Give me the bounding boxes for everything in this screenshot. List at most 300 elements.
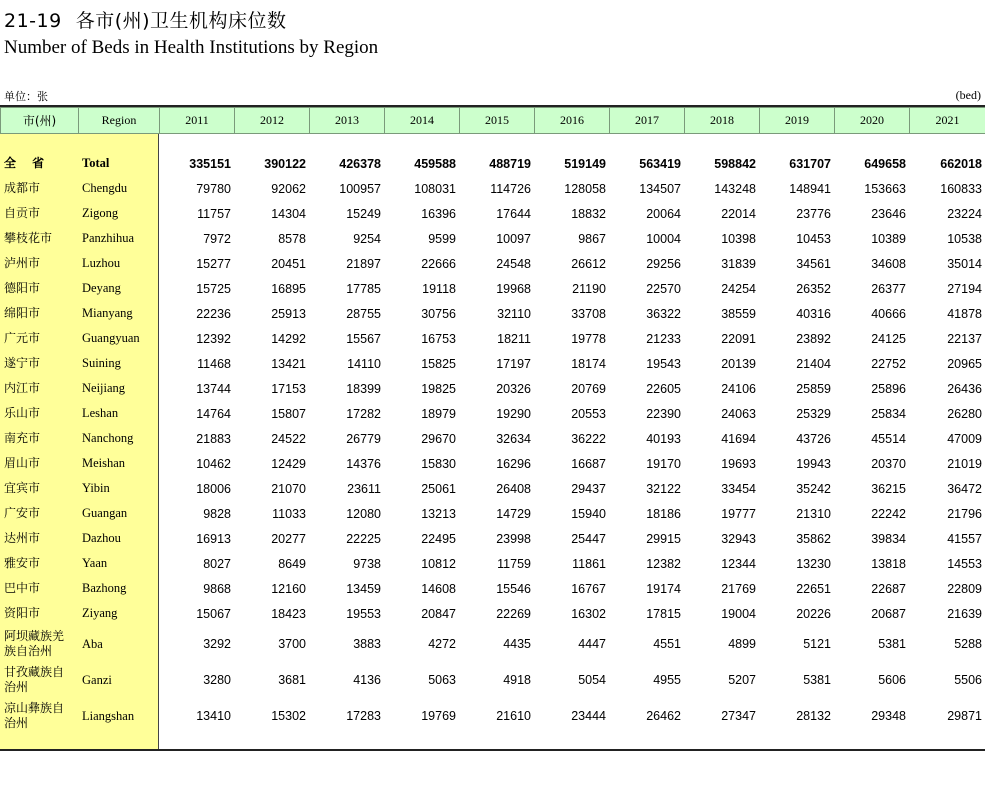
- bed-count-cell: 488719: [489, 156, 531, 171]
- bed-count-cell: 45514: [871, 431, 906, 446]
- bed-count-cell: 26612: [571, 256, 606, 271]
- bed-count-cell: 21404: [796, 356, 831, 371]
- header-region-cn: 市(州): [1, 108, 79, 134]
- bed-count-cell: 20553: [571, 406, 606, 421]
- bed-count-cell: 563419: [639, 156, 681, 171]
- region-name-en: Panzhihua: [82, 231, 135, 245]
- unit-cn: 单位：张: [4, 90, 48, 103]
- bed-count-cell: 9867: [578, 231, 606, 246]
- region-name-en: Guangyuan: [82, 331, 140, 345]
- bed-count-cell: 22651: [796, 581, 831, 596]
- region-name-en: Suining: [82, 356, 121, 370]
- bed-count-cell: 35014: [947, 256, 982, 271]
- region-name-en: Mianyang: [82, 306, 133, 320]
- bed-count-cell: 16396: [421, 206, 456, 221]
- bed-count-cell: 25834: [871, 406, 906, 421]
- table-row: [0, 251, 985, 276]
- bed-count-cell: 23646: [871, 206, 906, 221]
- bed-count-cell: 11033: [272, 506, 306, 521]
- header-year: 2015: [460, 108, 535, 134]
- table-row: [0, 626, 985, 662]
- header-year: 2011: [160, 108, 235, 134]
- region-name-cn: 阿坝藏族羌族自治州: [4, 629, 65, 658]
- bed-count-cell: 40316: [796, 306, 831, 321]
- region-name-en: Ziyang: [82, 606, 118, 620]
- bed-count-cell: 17197: [496, 356, 531, 371]
- bed-count-cell: 24063: [721, 406, 756, 421]
- table-row: [0, 401, 985, 426]
- bed-count-cell: 39834: [871, 531, 906, 546]
- bed-count-cell: 15725: [196, 281, 231, 296]
- region-name-en: Yaan: [82, 556, 108, 570]
- bed-count-cell: 92062: [271, 181, 306, 196]
- bed-count-cell: 22570: [646, 281, 681, 296]
- bed-count-cell: 32122: [646, 481, 681, 496]
- data-table: [0, 151, 985, 734]
- bed-count-cell: 19290: [496, 406, 531, 421]
- bed-count-cell: 3700: [278, 637, 306, 651]
- bed-count-cell: 16753: [421, 331, 456, 346]
- bed-count-cell: 12160: [271, 581, 306, 596]
- bed-count-cell: 19778: [571, 331, 606, 346]
- bed-count-cell: 9738: [353, 556, 381, 571]
- bed-count-cell: 20226: [796, 606, 831, 621]
- bed-count-cell: 13459: [346, 581, 381, 596]
- bed-count-cell: 20370: [871, 456, 906, 471]
- bed-count-cell: 15830: [421, 456, 456, 471]
- table-number: 21-19: [4, 10, 62, 32]
- bed-count-cell: 34608: [871, 256, 906, 271]
- bed-count-cell: 13213: [421, 506, 456, 521]
- bed-count-cell: 15940: [571, 506, 606, 521]
- region-name-cn: 宜宾市: [4, 481, 41, 495]
- bed-count-cell: 27194: [947, 281, 982, 296]
- bed-count-cell: 649658: [864, 156, 906, 171]
- bed-count-cell: 40666: [871, 306, 906, 321]
- bed-count-cell: 19118: [422, 281, 456, 296]
- bed-count-cell: 9868: [203, 581, 231, 596]
- bed-count-cell: 14304: [271, 206, 306, 221]
- bed-count-cell: 9599: [428, 231, 456, 246]
- bed-count-cell: 23224: [947, 206, 982, 221]
- bed-count-cell: 32110: [497, 306, 531, 321]
- bed-count-cell: 17785: [346, 281, 381, 296]
- region-name-en: Yibin: [82, 481, 110, 495]
- bed-count-cell: 25447: [571, 531, 606, 546]
- region-name-en: Nanchong: [82, 431, 134, 445]
- bed-count-cell: 21190: [572, 281, 606, 296]
- bed-count-cell: 24254: [721, 281, 756, 296]
- bed-count-cell: 10004: [646, 231, 681, 246]
- bed-count-cell: 21610: [496, 709, 531, 723]
- bed-count-cell: 3681: [278, 673, 306, 687]
- bed-count-cell: 25061: [421, 481, 456, 496]
- bed-count-cell: 16296: [496, 456, 531, 471]
- bed-count-cell: 21883: [196, 431, 231, 446]
- region-name-cn: 巴中市: [4, 581, 41, 595]
- region-name-cn: 甘孜藏族自治州: [4, 665, 65, 694]
- bed-count-cell: 29256: [646, 256, 681, 271]
- region-name-en: Aba: [82, 636, 103, 651]
- bed-count-cell: 24522: [271, 431, 306, 446]
- bed-count-cell: 3292: [203, 637, 231, 651]
- bed-count-cell: 8578: [278, 231, 306, 246]
- bed-count-cell: 134507: [639, 181, 681, 196]
- bed-count-cell: 11757: [197, 206, 231, 221]
- bed-count-cell: 36472: [947, 481, 982, 496]
- bed-count-cell: 22809: [947, 581, 982, 596]
- bed-count-cell: 22225: [346, 531, 381, 546]
- bed-count-cell: 22752: [871, 356, 906, 371]
- bed-count-cell: 5207: [728, 673, 756, 687]
- bed-count-cell: 14376: [346, 456, 381, 471]
- column-header: [0, 107, 985, 134]
- bed-count-cell: 21639: [947, 606, 982, 621]
- table-row: [0, 501, 985, 526]
- region-name-cn: 绵阳市: [4, 306, 41, 320]
- region-name-cn: 资阳市: [4, 606, 41, 620]
- bed-count-cell: 21796: [947, 506, 982, 521]
- bed-count-cell: 25896: [871, 381, 906, 396]
- bed-count-cell: 20139: [721, 356, 756, 371]
- bed-count-cell: 16687: [571, 456, 606, 471]
- bed-count-cell: 19004: [721, 606, 756, 621]
- bed-count-cell: 14764: [196, 406, 231, 421]
- bed-count-cell: 13744: [196, 381, 231, 396]
- bed-count-cell: 143248: [714, 181, 756, 196]
- bed-count-cell: 25329: [796, 406, 831, 421]
- bed-count-cell: 662018: [940, 156, 982, 171]
- bed-count-cell: 40193: [646, 431, 681, 446]
- bed-count-cell: 5381: [878, 637, 906, 651]
- bed-count-cell: 26779: [346, 431, 381, 446]
- table-row: [0, 476, 985, 501]
- total-row: [0, 151, 985, 176]
- bed-count-cell: 5288: [954, 637, 982, 651]
- bed-count-cell: 22269: [496, 606, 531, 621]
- bed-count-cell: 18174: [571, 356, 606, 371]
- bed-count-cell: 15546: [496, 581, 531, 596]
- region-name-en: Meishan: [82, 456, 126, 470]
- bed-count-cell: 30756: [421, 306, 456, 321]
- table-row: [0, 662, 985, 698]
- bed-count-cell: 13421: [271, 356, 306, 371]
- bed-count-cell: 4899: [728, 637, 756, 651]
- header-year: 2020: [835, 108, 910, 134]
- region-name-en: Zigong: [82, 206, 119, 220]
- table-row: [0, 601, 985, 626]
- bed-count-cell: 10538: [947, 231, 982, 246]
- region-name-en: Liangshan: [82, 708, 135, 723]
- bed-count-cell: 160833: [940, 181, 982, 196]
- bed-count-cell: 26462: [646, 709, 681, 723]
- bed-count-cell: 17282: [346, 406, 381, 421]
- table-row: [0, 226, 985, 251]
- bed-count-cell: 19769: [421, 709, 456, 723]
- header-region-en: Region: [79, 108, 160, 134]
- bed-count-cell: 29670: [421, 431, 456, 446]
- bed-count-cell: 19968: [496, 281, 531, 296]
- bed-count-cell: 28132: [796, 709, 831, 723]
- region-name-cn: 全 省: [4, 156, 51, 170]
- bed-count-cell: 21769: [721, 581, 756, 596]
- region-name-en: Bazhong: [82, 581, 127, 595]
- region-name-cn: 乐山市: [4, 406, 41, 420]
- bed-count-cell: 29437: [571, 481, 606, 496]
- bed-count-cell: 11861: [572, 556, 606, 571]
- region-name-cn: 广安市: [4, 506, 41, 520]
- bed-count-cell: 22242: [871, 506, 906, 521]
- bed-count-cell: 5606: [878, 673, 906, 687]
- bed-count-cell: 18399: [346, 381, 381, 396]
- bed-count-cell: 10389: [871, 231, 906, 246]
- region-name-en: Luzhou: [82, 256, 121, 270]
- header-year: 2021: [910, 108, 985, 134]
- bed-count-cell: 4136: [353, 673, 381, 687]
- bed-count-cell: 17644: [496, 206, 531, 221]
- bed-count-cell: 5054: [578, 673, 606, 687]
- region-name-cn: 自贡市: [4, 206, 41, 220]
- bed-count-cell: 10398: [721, 231, 756, 246]
- bed-count-cell: 19170: [646, 456, 681, 471]
- bed-count-cell: 5121: [803, 637, 831, 651]
- bed-count-cell: 47009: [947, 431, 982, 446]
- bed-count-cell: 5506: [954, 673, 982, 687]
- bed-count-cell: 20769: [571, 381, 606, 396]
- bed-count-cell: 8027: [203, 556, 231, 571]
- region-name-cn: 泸州市: [4, 256, 41, 270]
- bed-count-cell: 33454: [721, 481, 756, 496]
- region-name-en: Guangan: [82, 506, 128, 520]
- bed-count-cell: 390122: [264, 156, 306, 171]
- bed-count-cell: 17815: [646, 606, 681, 621]
- bed-count-cell: 35862: [796, 531, 831, 546]
- bed-count-cell: 10462: [196, 456, 231, 471]
- bed-count-cell: 148941: [789, 181, 831, 196]
- bed-count-cell: 18979: [421, 406, 456, 421]
- bed-count-cell: 14729: [496, 506, 531, 521]
- table-row: [0, 451, 985, 476]
- table-row: [0, 576, 985, 601]
- bed-count-cell: 22666: [421, 256, 456, 271]
- table-title-cn: [4, 6, 287, 33]
- bed-count-cell: 28755: [346, 306, 381, 321]
- bed-count-cell: 12382: [646, 556, 681, 571]
- bed-count-cell: 15825: [421, 356, 456, 371]
- bed-count-cell: 20687: [871, 606, 906, 621]
- bed-count-cell: 3280: [203, 673, 231, 687]
- bed-count-cell: 11468: [197, 356, 231, 371]
- bed-count-cell: 34561: [796, 256, 831, 271]
- region-name-en: Ganzi: [82, 672, 112, 687]
- bottom-rule: [0, 749, 985, 751]
- bed-count-cell: 153663: [864, 181, 906, 196]
- bed-count-cell: 43726: [796, 431, 831, 446]
- bed-count-cell: 24125: [871, 331, 906, 346]
- region-name-cn: 德阳市: [4, 281, 41, 295]
- bed-count-cell: 29871: [947, 709, 982, 723]
- bed-count-cell: 20064: [646, 206, 681, 221]
- bed-count-cell: 26377: [871, 281, 906, 296]
- table-row: [0, 201, 985, 226]
- bed-count-cell: 9254: [353, 231, 381, 246]
- title-cn-text: 各市(州)卫生机构床位数: [75, 10, 287, 32]
- bed-count-cell: 631707: [789, 156, 831, 171]
- bed-count-cell: 7972: [203, 231, 231, 246]
- bed-count-cell: 15277: [196, 256, 231, 271]
- bed-count-cell: 14553: [947, 556, 982, 571]
- bed-count-cell: 25859: [796, 381, 831, 396]
- region-name-cn: 广元市: [4, 331, 41, 345]
- bed-count-cell: 23892: [796, 331, 831, 346]
- bed-count-cell: 4955: [653, 673, 681, 687]
- bed-count-cell: 19553: [346, 606, 381, 621]
- region-name-en: Deyang: [82, 281, 121, 295]
- header-year: 2019: [760, 108, 835, 134]
- bed-count-cell: 38559: [721, 306, 756, 321]
- bed-count-cell: 36215: [871, 481, 906, 496]
- bed-count-cell: 20847: [421, 606, 456, 621]
- bed-count-cell: 32943: [721, 531, 756, 546]
- region-name-cn: 雅安市: [4, 556, 41, 570]
- bed-count-cell: 23776: [796, 206, 831, 221]
- bed-count-cell: 22091: [721, 331, 756, 346]
- bed-count-cell: 16767: [571, 581, 606, 596]
- bed-count-cell: 16895: [271, 281, 306, 296]
- table-row: [0, 326, 985, 351]
- bed-count-cell: 10812: [421, 556, 456, 571]
- bed-count-cell: 21019: [947, 456, 982, 471]
- bed-count-cell: 22236: [196, 306, 231, 321]
- bed-count-cell: 21897: [346, 256, 381, 271]
- bed-count-cell: 41557: [947, 531, 982, 546]
- table-row: [0, 426, 985, 451]
- bed-count-cell: 22605: [646, 381, 681, 396]
- header-year: 2013: [310, 108, 385, 134]
- bed-count-cell: 22495: [421, 531, 456, 546]
- bed-count-cell: 36322: [646, 306, 681, 321]
- header-year: 2018: [685, 108, 760, 134]
- bed-count-cell: 21070: [271, 481, 306, 496]
- bed-count-cell: 108031: [414, 181, 456, 196]
- bed-count-cell: 15807: [271, 406, 306, 421]
- bed-count-cell: 13410: [196, 709, 231, 723]
- bed-count-cell: 36222: [571, 431, 606, 446]
- region-name-cn: 成都市: [4, 181, 41, 195]
- bed-count-cell: 598842: [714, 156, 756, 171]
- bed-count-cell: 22137: [947, 331, 982, 346]
- bed-count-cell: 21310: [796, 506, 831, 521]
- bed-count-cell: 12429: [271, 456, 306, 471]
- bed-count-cell: 18832: [571, 206, 606, 221]
- bed-count-cell: 10453: [796, 231, 831, 246]
- table-row: [0, 276, 985, 301]
- bed-count-cell: 4918: [503, 673, 531, 687]
- bed-count-cell: 12344: [721, 556, 756, 571]
- region-name-cn: 南充市: [4, 431, 41, 445]
- table-row: [0, 351, 985, 376]
- region-name-en: Neijiang: [82, 381, 126, 395]
- bed-count-cell: 16913: [196, 531, 231, 546]
- bed-count-cell: 15067: [196, 606, 231, 621]
- region-name-cn: 内江市: [4, 381, 41, 395]
- bed-count-cell: 18006: [196, 481, 231, 496]
- bed-count-cell: 23998: [496, 531, 531, 546]
- bed-count-cell: 31839: [721, 256, 756, 271]
- bed-count-cell: 26436: [947, 381, 982, 396]
- bed-count-cell: 9828: [203, 506, 231, 521]
- bed-count-cell: 21233: [646, 331, 681, 346]
- bed-count-cell: 17153: [271, 381, 306, 396]
- bed-count-cell: 8649: [278, 556, 306, 571]
- region-name-cn: 凉山彝族自治州: [4, 701, 65, 730]
- bed-count-cell: 4447: [578, 637, 606, 651]
- bed-count-cell: 22014: [721, 206, 756, 221]
- bed-count-cell: 33708: [571, 306, 606, 321]
- bed-count-cell: 14292: [271, 331, 306, 346]
- unit-en: (bed): [955, 88, 981, 102]
- header-year: 2016: [535, 108, 610, 134]
- bed-count-cell: 25913: [271, 306, 306, 321]
- bed-count-cell: 14110: [347, 356, 381, 371]
- bed-count-cell: 18211: [497, 331, 531, 346]
- bed-count-cell: 32634: [496, 431, 531, 446]
- bed-count-cell: 41694: [721, 431, 756, 446]
- bed-count-cell: 13230: [796, 556, 831, 571]
- region-name-en: Chengdu: [82, 181, 128, 195]
- bed-count-cell: 17283: [346, 709, 381, 723]
- bed-count-cell: 459588: [414, 156, 456, 171]
- bed-count-cell: 26280: [947, 406, 982, 421]
- bed-count-cell: 23611: [347, 481, 381, 496]
- bed-count-cell: 100957: [339, 181, 381, 196]
- bed-count-cell: 19825: [421, 381, 456, 396]
- bed-count-cell: 15249: [346, 206, 381, 221]
- table-row: [0, 376, 985, 401]
- bed-count-cell: 19777: [721, 506, 756, 521]
- bed-count-cell: 29348: [871, 709, 906, 723]
- bed-count-cell: 27347: [721, 709, 756, 723]
- bed-count-cell: 4272: [428, 637, 456, 651]
- bed-count-cell: 114726: [490, 181, 531, 196]
- bed-count-cell: 22687: [871, 581, 906, 596]
- bed-count-cell: 20326: [496, 381, 531, 396]
- bed-count-cell: 20451: [271, 256, 306, 271]
- bed-count-cell: 26352: [796, 281, 831, 296]
- bed-count-cell: 24106: [721, 381, 756, 396]
- table-title-en: Number of Beds in Health Institutions by Region: [4, 37, 379, 58]
- header-year: 2017: [610, 108, 685, 134]
- region-name-en: Total: [82, 156, 110, 170]
- table-row: [0, 551, 985, 576]
- bed-count-cell: 29915: [646, 531, 681, 546]
- header-year: 2014: [385, 108, 460, 134]
- region-name-en: Dazhou: [82, 531, 121, 545]
- region-name-cn: 达州市: [4, 531, 41, 545]
- bed-count-cell: 519149: [564, 156, 606, 171]
- header-year: 2012: [235, 108, 310, 134]
- bed-count-cell: 4435: [503, 637, 531, 651]
- bed-count-cell: 4551: [653, 637, 681, 651]
- bed-count-cell: 19543: [646, 356, 681, 371]
- bed-count-cell: 24548: [496, 256, 531, 271]
- bed-count-cell: 20277: [271, 531, 306, 546]
- bed-count-cell: 20965: [947, 356, 982, 371]
- bed-count-cell: 16302: [571, 606, 606, 621]
- bed-count-cell: 26408: [496, 481, 531, 496]
- bed-count-cell: 22390: [646, 406, 681, 421]
- region-name-cn: 遂宁市: [4, 356, 41, 370]
